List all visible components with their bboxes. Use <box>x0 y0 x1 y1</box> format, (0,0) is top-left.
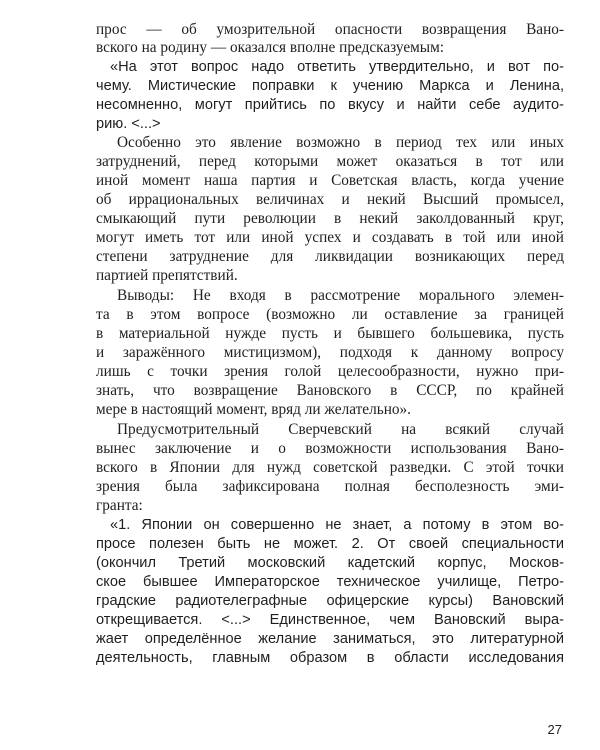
text-line: об иррациональных величинах и некий Высший промысел, <box>96 191 564 208</box>
text-line: вынес заключение и о возможности использования Вано- <box>96 440 564 457</box>
text-line: «На этот вопрос надо ответить утвердительно, и вот по- <box>110 59 564 75</box>
text-line: затруднений, перед которыми может оказаться в тот или <box>96 153 564 170</box>
text-line: вского на родину — оказался вполне предсказуемым: <box>96 39 445 56</box>
text-line: прос — об умозрительной опасности возвращения Вано- <box>96 21 564 38</box>
text-line: лишь с точки зрения голой целесообразности, нужно при- <box>96 363 564 380</box>
text-line: Особенно это явление возможно в период тех или иных <box>117 134 564 151</box>
text-line: Выводы: Не входя в рассмотрение морального элемен- <box>117 287 564 304</box>
text-line: открещивается. <...> Единственное, чем Вановский выра- <box>96 612 564 628</box>
text-line: могут иметь тот или иной успех и создавать в той или иной <box>96 229 564 246</box>
text-line: в материальной нужде пусть и бывшего большевика, пусть <box>96 325 564 342</box>
text-line: Предусмотрительный Сверчевский на всякий случай <box>117 421 564 438</box>
text-line: рию. <...> <box>96 116 161 132</box>
page-number: 27 <box>547 722 562 737</box>
text-line: знать, что возвращение Вановского в СССР, по крайней <box>96 382 564 399</box>
text-line: и заражённого мистицизмом), подходя к данному вопросу <box>96 344 564 361</box>
text-line: иной момент наша партия и Советская власть, когда учение <box>96 172 564 189</box>
text-line: деятельность, главным образом в области исследования <box>96 650 564 666</box>
text-line: просе полезен быть не может. 2. От своей специальности <box>96 536 564 552</box>
text-line: партией препятствий. <box>96 267 238 284</box>
text-line: зрения была зафиксирована полная бесполезность эми- <box>96 478 564 495</box>
text-line: ское бывшее Императорское техническое училище, Петро- <box>96 574 564 590</box>
text-line: вского в Японии для нужд советской разведки. С этой точки <box>96 459 564 476</box>
text-line: градские радиотелеграфные офицерские курсы) Вановский <box>96 593 564 609</box>
text-line: (окончил Третий московский кадетский корпус, Москов- <box>96 555 564 571</box>
text-line: степени затруднение для ликвидации возникающих перед <box>96 248 564 265</box>
text-line: жает определённое желание заниматься, это литературной <box>96 631 564 647</box>
text-line: несомненно, могут прийтись по вкусу и найти себе аудито- <box>96 97 564 113</box>
text-line: мере в настоящий момент, вряд ли желательно». <box>96 401 412 418</box>
text-line: «1. Японии он совершенно не знает, а потому в этом во- <box>110 517 564 533</box>
text-line: та в этом вопросе (возможно ли оставление за границей <box>96 306 564 323</box>
text-line: смыкающий пути революции в некий заколдованный круг, <box>96 210 564 227</box>
text-line: гранта: <box>96 497 143 514</box>
text-line: чему. Мистические поправки к учению Маркса и Ленина, <box>96 78 564 94</box>
